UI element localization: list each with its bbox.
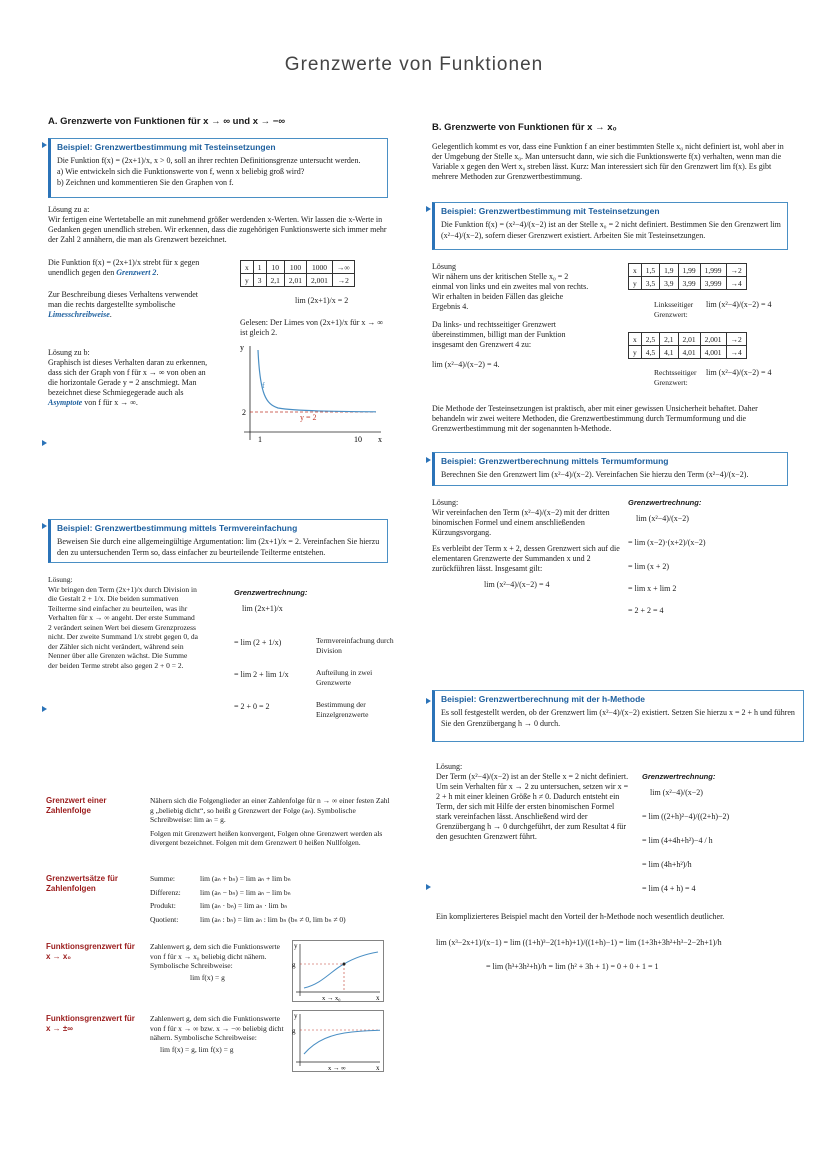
- task-b: b) Zeichnen und kommentieren Sie den Graphen von f.: [57, 178, 234, 187]
- box-intro: Die Funktion f(x) = (2x+1)/x, x > 0, soll an ihrer rechten Definitionsgrenze untersucht werden.: [57, 156, 361, 165]
- box-title: Beispiel: Grenzwertbestimmung mit Testeinsetzungen: [57, 142, 276, 152]
- example-box-a2: Beispiel: Grenzwertbestimmung mittels Termvereinfachung Beweisen Sie durch eine allgemeingültige Argumentation: lim (2x+1)/x = 2. Vereinfachen Sie hierzu den zu untersuchenden Term so, dass einfacher zu beurteilende Teilterme entstehen.: [48, 519, 388, 563]
- table-cell: x: [629, 264, 642, 277]
- tick-x-10: 10: [354, 435, 362, 444]
- section-a-heading: A. Grenzwerte von Funktionen für x → ∞ und x → −∞: [48, 116, 286, 127]
- complex-text: Ein komplizierteres Beispiel macht den Vorteil der h-Methode noch wesentlich deutlicher.: [436, 912, 725, 921]
- method-text: Die Methode der Testeinsetzungen ist praktisch, aber mit einer gewissen Unsicherheit behaftet. Daher behandeln wir zwei weitere Methoden, die Grenzwertbestimmung durch Termumformung und die Grenzwertbestimmung mit der sogenannten h-Methode.: [432, 404, 758, 433]
- example-box-b3: Beispiel: Grenzwertberechnung mit der h-Methode Es soll festgestellt werden, ob der Grenzwert lim (x²−4)/(x−2) existiert. Setzen Sie hierzu x = 2 + h und führen Sie den Grenzübergang h → 0 durch.: [432, 690, 804, 742]
- calc-note: Aufteilung in zwei Grenzwerte: [316, 668, 373, 687]
- table-cell: 1,999: [700, 264, 726, 277]
- solution-ex2: Lösung: Wir bringen den Term (2x+1)/x durch Division in die Gestalt 2 + 1/x. Die beiden summativen Teilterme sind einfacher zu beurteilen, was ihr Verhalten für x → ∞ angeht. Der erste Summand 2 verändert seinen Wert bei diesem Grenzprozess nicht. Der zweite Summand 1/x strebt gegen 0, da der Zähler sich nicht verändert, während sein Nenner über alle Grenzen wächst. Die Summe der beiden Terme strebt also gegen 2 + 0 = 2.: [48, 575, 198, 670]
- solution-b2: Lösung: Wir vereinfachen den Term (x²−4)/(x−2) mit der dritten binomischen Formel und einem anschließenden Kürzungsvorgang. Es verbleibt der Term x + 2, dessen Grenzwert sich auf die elementaren Grenzwerte der Summanden x und 2 zurückführen lässt. Insgesamt gilt: lim (x²−4)/(x−2) = 4: [432, 498, 620, 589]
- solution-a-left: Die Funktion f(x) = (2x+1)/x strebt für x gegen unendlich gegen den Grenzwert 2. Zur Beschreibung dieses Verhaltens verwendet man die rechts dargestellte symbolische Limesschreibweise.: [48, 258, 200, 319]
- marker-arrow-icon: [426, 698, 431, 704]
- table-cell: 2,1: [266, 274, 284, 287]
- complex-line-1: lim (x³−2x+1)/(x−1) = lim ((1+h)³−2(1+h)+1)/((1+h)−1) = lim (1+3h+3h²+h³−2−2h+1)/h: [436, 938, 722, 947]
- graph-inf: [292, 1010, 384, 1072]
- page-title: Grenzwerte von Funktionen: [284, 54, 544, 75]
- table-cell: y: [629, 277, 642, 290]
- example-box-a1: [48, 138, 388, 198]
- table-cell: 3,9: [660, 277, 678, 290]
- f-label: f: [262, 381, 265, 390]
- table-cell: x: [629, 333, 642, 346]
- grenzwert-term: Grenzwert 2: [116, 268, 157, 277]
- svg-text:y: y: [294, 1012, 298, 1020]
- table-cell: 3,999: [700, 277, 726, 290]
- value-table-left: [628, 263, 747, 290]
- solution-text: Wir fertigen eine Wertetabelle an mit zunehmend größer werdenden x-Werten. Wir lassen die x-Werte in Gedanken gegen unendlich streben. Wir erkennen, dass die zugehörigen Funktionswerte sich immer mehr der Zahl 2 annähern, die man als Grenzwert bezeichnet.: [48, 215, 387, 244]
- table-cell: 4,1: [660, 346, 678, 359]
- rules-list: [150, 874, 400, 928]
- calc-line: = lim (2 + 1/x): [234, 638, 282, 647]
- example-box-b1: Beispiel: Grenzwertbestimmung mit Testeinsetzungen Die Funktion f(x) = (x²−4)/(x−2) ist an der Stelle x₀ = 2 nicht definiert. Bestimmen Sie den Grenzwert lim (x²−4)/(x−2), sofern dieser Grenzwert existiert. Arbeiten Sie mit Testeinsetzungen.: [432, 202, 788, 250]
- table-cell: 2,01: [284, 274, 306, 287]
- table-cell: 4,01: [678, 346, 700, 359]
- def-label: Funktionsgrenzwert für x → ±∞: [46, 1014, 135, 1033]
- calc-head: Grenzwertrechnung:: [234, 588, 308, 597]
- solution-b: Lösung zu b: Graphisch ist dieses Verhalten daran zu erkennen, dass sich der Graph von f für x → ∞ von oben an die horizontale Gerade y = 2 anschmiegt. Man bezeichnet diese Schmiegegerade auch als Asymptote von f für x → ∞.: [48, 348, 208, 407]
- value-table-a: [240, 260, 355, 287]
- complex-line-2: = lim (h³+3h²+h)/h = lim (h² + 3h + 1) = 0 + 0 + 1 = 1: [486, 962, 659, 971]
- rule-row: [150, 888, 400, 898]
- box-intro: Beweisen Sie durch eine allgemeingültige Argumentation: lim (2x+1)/x = 2. Vereinfachen Sie hierzu den zu untersuchenden Term so, dass einfacher zu beurteilende Teilterme entstehen.: [57, 537, 380, 557]
- function-curve: [258, 350, 376, 412]
- table-cell: 1,9: [660, 264, 678, 277]
- calc-note: Bestimmung der Einzelgrenzwerte: [316, 700, 369, 719]
- tick-x-1: 1: [258, 435, 262, 444]
- marker-arrow-icon: [426, 206, 431, 212]
- table-cell: →4: [726, 277, 746, 290]
- table-cell: 1,99: [678, 264, 700, 277]
- graph-x0: [292, 940, 384, 1002]
- limes-term: Limesschreibweise: [48, 310, 110, 319]
- calc-line: lim (2x+1)/x: [242, 604, 283, 613]
- asymptote-term: Asymptote: [48, 398, 83, 407]
- table-cell: 1000: [307, 261, 333, 274]
- graph-a: [236, 340, 386, 445]
- asym-label: y = 2: [300, 413, 317, 422]
- task-a: a) Wie entwickeln sich die Funktionswerte von f, wenn x beliebig groß wird?: [57, 167, 305, 176]
- calc-note: Termvereinfachung durch Division: [316, 636, 394, 655]
- marker-arrow-icon: [42, 706, 47, 712]
- def-label: Funktionsgrenzwert für x → x₀: [46, 942, 135, 961]
- table-cell: 3,5: [641, 277, 659, 290]
- table-cell: →2: [332, 274, 354, 287]
- calc-line: = lim 2 + lim 1/x: [234, 670, 289, 679]
- rule-row: [150, 901, 400, 911]
- calc-line: = 2 + 0 = 2: [234, 702, 270, 711]
- rule-formula: lim (aₙ · bₙ) = lim aₙ · lim bₙ: [200, 901, 288, 910]
- table-cell: 3,99: [678, 277, 700, 290]
- marker-arrow-icon: [42, 142, 47, 148]
- table-cell: 100: [284, 261, 306, 274]
- y-axis-label: y: [240, 343, 244, 352]
- table-cell: 3: [253, 274, 266, 287]
- svg-text:x: x: [376, 1064, 380, 1072]
- def-text: Nähern sich die Folgenglieder an einer Zahlenfolge für n → ∞ einer festen Zahl g „beliebig dicht“, so heißt g Grenzwert der Folge (aₙ). Symbolische Schreibweise: lim aₙ = g. Folgen mit Grenzwert heißen konvergent, Folgen ohne Grenzwert werden als divergent bezeichnet. Folgen mit dem Grenzwert 0 heißen Nullfolgen.: [150, 796, 390, 847]
- rule-label: Summe:: [150, 874, 176, 883]
- table-cell: y: [629, 346, 642, 359]
- rule-row: [150, 874, 400, 884]
- rule-row: [150, 915, 400, 925]
- table-cell: 1,5: [641, 264, 659, 277]
- table-cell: y: [241, 274, 254, 287]
- svg-text:x: x: [376, 994, 380, 1002]
- table-cell: →2: [726, 333, 746, 346]
- svg-text:y: y: [294, 942, 298, 950]
- solution-a: [48, 205, 388, 245]
- solution-b1: Lösung Wir nähern uns der kritischen Stelle x₀ = 2 einmal von links und ein zweites mal von rechts. Wir erhalten in beiden Fällen das gleiche Ergebnis 4. Da links- und rechtsseitiger Grenzwert übereinstimmen, billigt man der Funktion insgesamt den Grenzwert 4 zu: lim (x²−4)/(x−2) = 4.: [432, 262, 589, 369]
- table-cell: 4,001: [700, 346, 726, 359]
- marker-arrow-icon: [42, 440, 47, 446]
- table-cell: →4: [726, 346, 746, 359]
- rule-label: Differenz:: [150, 887, 181, 897]
- svg-text:x → ∞: x → ∞: [328, 1065, 346, 1072]
- svg-text:x → x₀: x → x₀: [322, 995, 341, 1002]
- table-cell: 2,001: [700, 333, 726, 346]
- svg-text:g: g: [292, 1027, 296, 1035]
- table-cell: 4,5: [641, 346, 659, 359]
- marker-arrow-icon: [42, 523, 47, 529]
- rule-label: Produkt:: [150, 901, 176, 910]
- box-intro: Die Funktion f(x) = (x²−4)/(x−2) ist an der Stelle x₀ = 2 nicht definiert. Bestimmen Sie den Grenzwert lim (x²−4)/(x−2), sofern dieser Grenzwert existiert. Arbeiten Sie mit Testeinsetzungen.: [441, 220, 781, 240]
- table-cell: 1: [253, 261, 266, 274]
- section-b-heading: B. Grenzwerte von Funktionen für x → x₀: [432, 122, 617, 133]
- table-cell: 2,1: [660, 333, 678, 346]
- box-intro: Berechnen Sie den Grenzwert lim (x²−4)/(x−2). Vereinfachen Sie hierzu den Term (x²−4)/(x−2).: [441, 470, 749, 479]
- value-table-right: [628, 332, 747, 359]
- table-cell: x: [241, 261, 254, 274]
- table-cell: →2: [726, 264, 746, 277]
- table-cell: 2,5: [641, 333, 659, 346]
- rule-formula: lim (aₙ − bₙ) = lim aₙ − lim bₙ: [200, 887, 291, 897]
- table-cell: 2,01: [678, 333, 700, 346]
- table-cell: 2,001: [307, 274, 333, 287]
- rule-formula: lim (aₙ : bₙ) = lim aₙ : lim bₙ (bₙ ≠ 0, lim bₙ ≠ 0): [200, 914, 346, 924]
- table-cell: 10: [266, 261, 284, 274]
- limit-formula: lim (2x+1)/x = 2: [295, 296, 349, 305]
- def-label: Grenzwertsätze für Zahlenfolgen: [46, 874, 119, 893]
- svg-text:g: g: [292, 961, 296, 969]
- table-cell: →∞: [332, 261, 354, 274]
- def-label: Grenzwert einer Zahlenfolge: [46, 796, 107, 815]
- example-box-b2: Beispiel: Grenzwertberechnung mittels Termumformung Berechnen Sie den Grenzwert lim (x²−4)/(x−2). Vereinfachen Sie hierzu den Term (x²−4)/(x−2).: [432, 452, 788, 486]
- section-b-intro: Gelegentlich kommt es vor, dass eine Funktion f an einer bestimmten Stelle x₀ nicht definiert ist, wohl aber in der Umgebung der Stelle x₀. Man untersucht dann, wie sich die Funktionswerte f(x) verhalten, wenn man die Variable x gegen den Wert x₀ streben lässt. Kurz: Man interessiert sich für den Grenzwert lim f(x). Es gibt mehrere Methoden zur Grenzwertbestimmung.: [432, 142, 784, 181]
- solution-label: Lösung zu a:: [48, 205, 90, 214]
- rule-label: Quotient:: [150, 914, 179, 924]
- limit-read: Gelesen: Der Limes von (2x+1)/x für x → ∞ ist gleich 2.: [240, 318, 384, 337]
- solution-b3: Lösung: Der Term (x²−4)/(x−2) ist an der Stelle x = 2 nicht definiert. Um sein Verhalten für x → 2 zu untersuchen, setzen wir x = 2 + h mit einer kleinen Größe h ≠ 0. Dadurch entsteht ein Term, der sich mit Hilfe der ersten binomischen Formel stark vereinfachen lässt. Anschließend wird der Grenzübergang h → 0 durchgeführt, der zum Resultat 4 für den gesuchten Grenzwert führt.: [436, 762, 629, 841]
- tick-y-2: 2: [242, 408, 246, 417]
- marker-arrow-icon: [426, 457, 431, 463]
- def-text: Zahlenwert g, dem sich die Funktionswerte von f für x → ∞ bzw. x → −∞ beliebig dicht nähern. Symbolische Schreibweise: lim f(x) = g, lim f(x) = g: [150, 1014, 284, 1054]
- def-text: Zahlenwert g, dem sich die Funktionswerte von f für x → x₀ beliebig dicht nähern. Symbolische Schreibweise: lim f(x) = g: [150, 942, 280, 982]
- box-intro: Es soll festgestellt werden, ob der Grenzwert lim (x²−4)/(x−2) existiert. Setzen Sie hierzu x = 2 + h und führen Sie den Grenzübergang h → 0 durch.: [441, 708, 795, 728]
- rule-formula: lim (aₙ + bₙ) = lim aₙ + lim bₙ: [200, 874, 291, 883]
- marker-arrow-icon: [426, 884, 431, 890]
- x-axis-label: x: [378, 435, 382, 444]
